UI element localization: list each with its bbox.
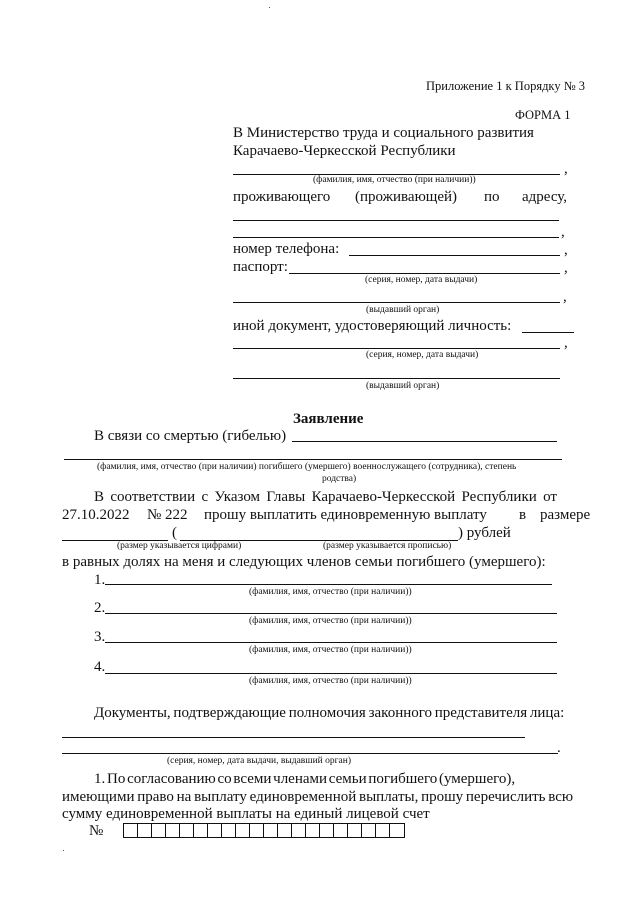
equal-shares-text: в равных долях на меня и следующих членов семьи погибшего (умершего): [62,554,546,570]
account-digit-cell[interactable] [250,824,264,837]
comma: , [564,242,568,258]
passport-issuer-line[interactable] [233,302,560,303]
residing-word: (проживающей) [355,189,458,205]
representative-caption: (серия, номер, дата выдачи, выдавший орган) [167,756,351,766]
decree-number: № 222 [147,507,188,523]
other-doc-line[interactable] [522,332,574,333]
account-digit-cell[interactable] [348,824,362,837]
residing-word: по [484,189,500,205]
other-doc-issuer-line[interactable] [233,378,560,379]
account-digit-cell[interactable] [334,824,348,837]
amount-paren-open: ( [172,525,177,541]
decree-size: размере [540,507,591,523]
family-member-line[interactable] [105,642,557,643]
form-label: ФОРМА 1 [515,108,571,122]
account-number-cells[interactable] [123,823,405,838]
account-digit-cell[interactable] [306,824,320,837]
comma: , [563,289,567,305]
account-digit-cell[interactable] [138,824,152,837]
account-digit-cell[interactable] [194,824,208,837]
scan-speck [269,7,270,8]
account-digit-cell[interactable] [208,824,222,837]
family-member-line[interactable] [105,584,552,585]
account-digit-cell[interactable] [124,824,138,837]
account-digit-cell[interactable] [376,824,390,837]
amount-paren-close: ) рублей [458,525,511,541]
account-digit-cell[interactable] [390,824,404,837]
appendix-reference: Приложение 1 к Порядку № 3 [426,79,585,93]
statement-title: Заявление [293,411,364,427]
deceased-details-line[interactable] [64,459,562,460]
deceased-name-line[interactable] [292,441,557,442]
paragraph-1-line-3: сумму единовременной выплаты на единый лицевой счет [62,806,430,822]
comma: , [564,260,568,276]
representative-period: . [557,740,561,756]
phone-line[interactable] [349,255,560,256]
scan-speck [63,850,64,851]
phone-label: номер телефона: [233,241,340,257]
addressee-line-1: В Министерство труда и социального развития [233,125,534,141]
other-doc-issuer-caption: (выдавший орган) [366,381,440,391]
account-number-sign: № [89,823,104,839]
account-digit-cell[interactable] [180,824,194,837]
residing-word: проживающего [233,189,331,205]
paragraph-1-line-2: имеющими право на выплату единовременной выплаты, прошу перечислить всю [62,789,574,805]
passport-caption: (серия, номер, дата выдачи) [365,275,478,285]
addressee-line-2: Карачаево-Черкесской Республики [233,143,456,159]
family-member-line[interactable] [105,613,557,614]
decree-date: 27.10.2022 [62,507,130,523]
representative-text: Документы, подтверждающие полномочия законного представителя лица: [94,705,565,721]
family-member-caption: (фамилия, имя, отчество (при наличии)) [249,616,412,626]
other-doc-caption: (серия, номер, дата выдачи) [366,350,479,360]
family-member-caption: (фамилия, имя, отчество (при наличии)) [249,676,412,686]
amount-digits-caption: (размер указывается цифрами) [117,541,242,551]
other-doc-details-line[interactable] [233,348,560,349]
comma: , [564,335,568,351]
address-line-1[interactable] [233,220,559,221]
account-digit-cell[interactable] [236,824,250,837]
amount-words-caption: (размер указывается прописью) [323,541,452,551]
other-doc-label: иной документ, удостоверяющий личность: [233,318,512,334]
family-member-caption: (фамилия, имя, отчество (при наличии)) [249,645,412,655]
decree-in: в [519,507,527,523]
account-digit-cell[interactable] [222,824,236,837]
family-member-caption: (фамилия, имя, отчество (при наличии)) [249,587,412,597]
account-digit-cell[interactable] [166,824,180,837]
comma: , [561,224,565,240]
passport-label: паспорт: [233,259,288,275]
account-digit-cell[interactable] [152,824,166,837]
decree-line-1: В соответствии с Указом Главы Карачаево-Черкесской Республики от [94,489,557,505]
account-digit-cell[interactable] [320,824,334,837]
deceased-caption-line-1: (фамилия, имя, отчество (при наличии) погибшего (умершего) военнослужащего (сотрудника), степень [97,462,517,472]
family-member-number: 4. [94,659,106,675]
representative-line-2[interactable] [62,753,558,754]
passport-line[interactable] [289,273,560,274]
representative-line-1[interactable] [62,737,525,738]
paragraph-1-line-1: 1. По согласованию со всеми членами семьи погибшего (умершего), [94,771,516,787]
family-member-number: 1. [94,572,106,588]
applicant-name-caption: (фамилия, имя, отчество (при наличии)) [313,175,476,185]
address-line-2[interactable] [233,237,559,238]
decree-line-2: прошу выплатить единовременную выплату [204,507,487,523]
deceased-caption-line-2: родства) [322,474,357,484]
residing-word: адресу, [522,189,568,205]
account-digit-cell[interactable] [362,824,376,837]
passport-issuer-caption: (выдавший орган) [366,305,440,315]
family-member-line[interactable] [105,673,557,674]
family-member-number: 3. [94,629,106,645]
account-digit-cell[interactable] [278,824,292,837]
comma: , [564,161,568,177]
account-digit-cell[interactable] [264,824,278,837]
account-digit-cell[interactable] [292,824,306,837]
death-phrase: В связи со смертью (гибелью) [94,428,287,444]
family-member-number: 2. [94,600,106,616]
